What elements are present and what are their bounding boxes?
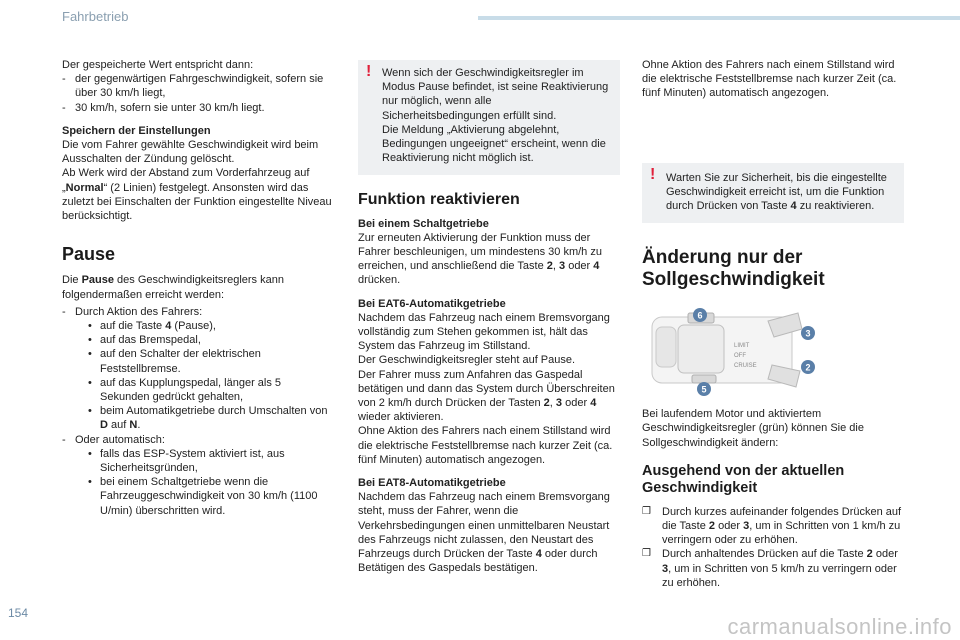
warning-panel: ! Warten Sie zur Sicherheit, bis die eingestellte Geschwindigkeit erreicht ist, um die Funktion durch Drücken von Taste 4 zu reaktivieren.: [642, 163, 904, 224]
cruise-control-stalk-illustration: [648, 307, 858, 397]
sub-list-item: • falls das ESP-System aktiviert ist, aus Sicherheitsgründen,: [88, 447, 285, 475]
sub-list-item: • beim Automatikgetriebe durch Umschalten von D auf N.: [88, 405, 328, 432]
store-heading: Speichern der Einstellungen: [62, 124, 211, 137]
intro-text: Ohne Aktion des Fahrers nach einem Stillstand wird die elektrische Feststellbremse nach kurzer Zeit (ca. fünf Minuten) automatisch angezogen.: [642, 59, 897, 100]
sub-list-item: • auf das Kupplungspedal, länger als 5 Sekunden gedrückt gehalten,: [88, 376, 282, 404]
eat8-heading: Bei EAT8-Automatikgetriebe: [358, 477, 506, 490]
sub-list-item: • auf den Schalter der elektrischen Feststellbremse.: [88, 348, 261, 375]
callout-badge: 5: [701, 384, 707, 395]
stalk-left-part: [656, 327, 676, 367]
list-item: - Durch Aktion des Fahrers:: [62, 305, 203, 318]
section-header: Fahrbetrieb: [62, 9, 129, 24]
callout-badge: 6: [697, 310, 703, 321]
column-2: ! Wenn sich der Geschwindigkeitsregler im Modus Pause befindet, ist seine Reaktivierung nur möglich, wenn alle Sicherheitsbedingungen erfüllt sind. Die Meldung „Aktivierung abgelehnt, Bedingungen ungeeignet“ erscheint, wenn die Reaktivierung nicht möglich ist. Funktion reaktivieren Bei einem Schaltgetriebe Zur erneuten Aktivierung der Funktion muss der Fahrer beschleunigen, um mindestens 30 km/h zu erreichen, und anschließend die Taste 2, 3 oder 4 drücken. Bei EAT6-Automatikgetriebe Nachdem das Fahrzeug nach einem Bremsvorgang vollständig zum Stehen gekommen ist, hält das System das Fahrzeug im Stillstand. Der Geschwindigkeitsregler steht auf Pause. Der Fahrer muss zum Anfahren das Gaspedal betätigen und dann das System durch Überschreiten von 2 km/h durch Drücken der Tasten 2, 3 oder 4 wieder aktivieren. Ohne Aktion des Fahrers nach einem Stillstand wird die elektrische Feststellbremse nach kurzer Zeit (ca. fünf Minuten) automatisch angezogen. Bei EAT8-Automatikgetriebe Nachdem das Fahrzeug nach einem Bremsvorgang steht, muss der Fahrer, wenn die Verkehrsbedingungen einen unmittelbaren Neustart des Fahrzeugs nicht zulassen, den Neustart des Fahrzeugs durch Drücken der Taste 4 oder durch Betätigen des Gaspedals bestätigen.: [358, 60, 620, 576]
stalk-label-cruise: CRUISE: [734, 363, 757, 370]
list-item: - 30 km/h, sofern sie unter 30 km/h liegt.: [62, 101, 265, 114]
stalk-illustration-svg: [648, 307, 858, 397]
manual-heading: Bei einem Schaltgetriebe: [358, 217, 489, 230]
stalk-label-off: OFF: [734, 353, 746, 360]
sub-list-item: • bei einem Schaltgetriebe wenn die Fahrzeuggeschwindigkeit von 30 km/h (1100 U/min) überschritten wird.: [88, 476, 318, 517]
stalk-bottom-button: [692, 375, 716, 383]
watermark: carmanualsonline.info: [727, 614, 952, 639]
pause-title: Pause: [62, 244, 116, 265]
change-title: Änderung nur der Sollgeschwindigkeit: [642, 247, 825, 291]
list-item: - der gegenwärtigen Fahrgeschwindigkeit, sofern sie über 30 km/h liegt,: [62, 73, 324, 100]
from-current-title: Ausgehend von der aktuellen Geschwindigkeit: [642, 462, 845, 496]
callout-badge: 3: [805, 328, 811, 339]
sub-list-item: • auf das Bremspedal,: [88, 334, 201, 347]
reactivate-title: Funktion reaktivieren: [358, 191, 520, 209]
change-text: Bei laufendem Motor und aktiviertem Geschwindigkeitsregler (grün) können Sie die Sollgeschwindigkeit ändern:: [642, 408, 864, 449]
stalk-label-limit: LIMIT: [734, 343, 750, 350]
manual-text: Zur erneuten Aktivierung der Funktion muss der Fahrer beschleunigen, um mindestens 30 km/h zu erreichen, und anschließend die Taste 2, 3 oder 4 drücken.: [358, 231, 602, 287]
pause-intro: Die Pause des Geschwindigkeitsreglers kann folgendermaßen erreicht werden:: [62, 274, 284, 301]
store-text-2: Ab Werk wird der Abstand zum Vorderfahrzeug auf „Normal“ (2 Linien) festgelegt. Ansonsten wird das zuletzt bei Einschalten der Funktion eingestellte Niveau berücksichtigt.: [62, 167, 332, 223]
header-accent-bar: [478, 16, 960, 20]
warning-icon: !: [650, 165, 656, 183]
warning-panel: ! Wenn sich der Geschwindigkeitsregler im Modus Pause befindet, ist seine Reaktivierung nur möglich, wenn alle Sicherheitsbedingungen erfüllt sind. Die Meldung „Aktivierung abgelehnt, Bedingungen ungeeignet“ erscheint, wenn die Reaktivierung nicht möglich ist.: [358, 60, 620, 175]
sub-list-item: • auf die Taste 4 (Pause),: [88, 320, 216, 333]
callout-badge: 2: [805, 362, 811, 373]
column-3: [642, 58, 904, 590]
column-1: [62, 58, 332, 518]
list-item: ❒ Durch anhaltendes Drücken auf die Taste 2 oder 3, um in Schritten von 5 km/h zu verringern oder zu erhöhen.: [642, 548, 898, 589]
stalk-minus-key: [768, 365, 800, 387]
warning-icon: !: [366, 63, 372, 80]
store-text: Die vom Fahrer gewählte Geschwindigkeit wird beim Ausschalten der Zündung gelöscht.: [62, 139, 319, 166]
stalk-thumbwheel: [678, 325, 724, 373]
intro-text: Der gespeicherte Wert entspricht dann:: [62, 59, 254, 71]
page-number: 154: [8, 606, 29, 620]
eat6-heading: Bei EAT6-Automatikgetriebe: [358, 297, 506, 310]
list-item: - Oder automatisch:: [62, 433, 165, 446]
list-item: ❒ Durch kurzes aufeinander folgendes Drücken auf die Taste 2 oder 3, um in Schritten von 1 km/h zu verringern oder zu erhöhen.: [642, 505, 902, 547]
